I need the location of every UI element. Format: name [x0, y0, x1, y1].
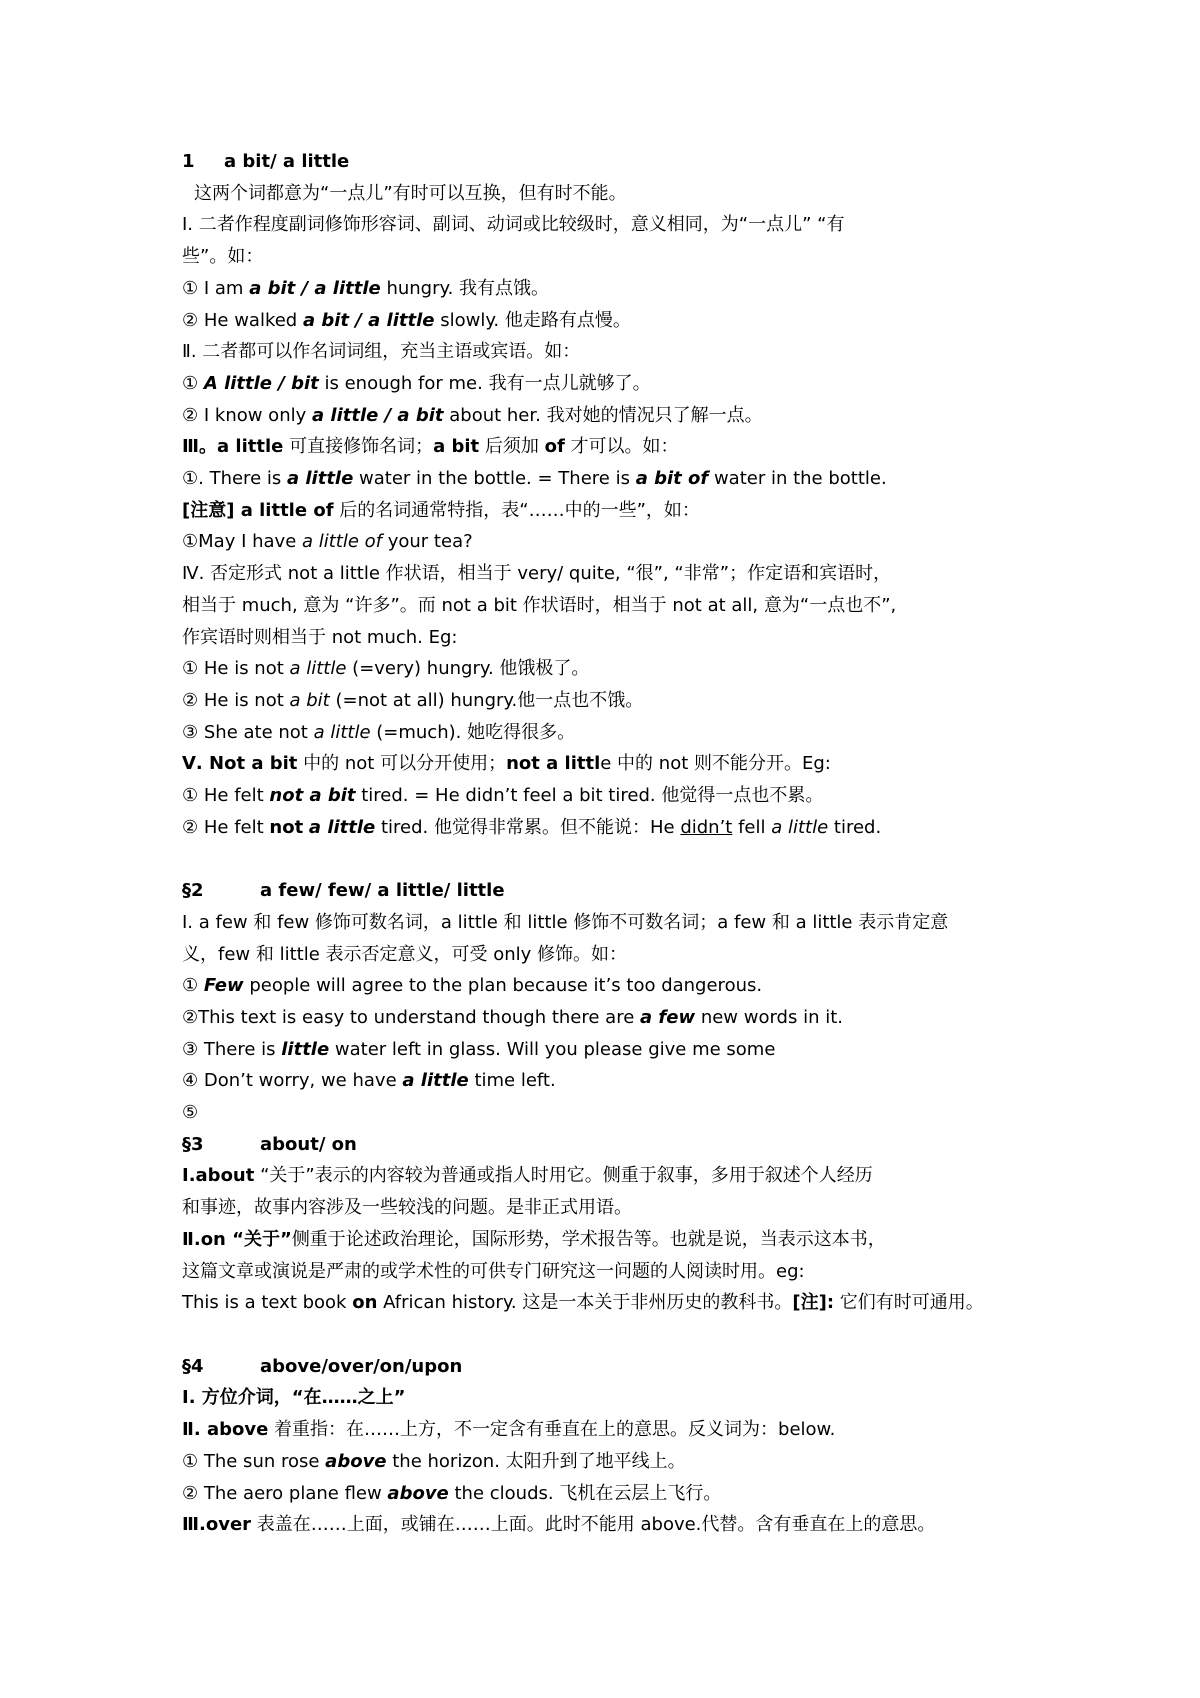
section-3-heading — [182, 1129, 1032, 1161]
point-3-text: Ⅲ.over 表盖在……上面，或铺在……上面。此时不能用 above.代替。含有垂直在上的意思。 — [182, 1514, 936, 1536]
section-title: a bit/ a little — [224, 151, 350, 172]
point-1-text: Ⅰ.about “关于”表示的内容较为普通或指人时用它。侧重于叙事，多用于叙述个人经历 — [182, 1165, 873, 1187]
example-line: ② He felt not a little tired. 他觉得非常累。但不能说：He didn’t fell a little tired. — [182, 816, 882, 838]
section-number: §4 — [182, 1355, 204, 1377]
example-line: ①. There is a little water in the bottle. = There is a bit of water in the bottle. — [182, 468, 887, 490]
point-4-text-cont: 相当于 much, 意为 “许多”。而 not a bit 作状语时，相当于 not at all, 意为“一点也不”, — [182, 594, 897, 616]
point-2-text-cont: 这篇文章或演说是严肃的或学术性的可供专门研究这一问题的人阅读时用。eg: — [182, 1260, 805, 1282]
section-4-heading — [182, 1351, 1032, 1383]
example-line: ① The sun rose above the horizon. 太阳升到了地平线上。 — [182, 1450, 686, 1472]
example-line: ① I am a bit / a little hungry. 我有点饿。 — [182, 277, 550, 299]
point-4-text: Ⅳ. 否定形式 not a little 作状语，相当于 very/ quite, “很”, “非常”；作定语和宾语时， — [182, 563, 892, 585]
example-line: ① He is not a little (=very) hungry. 他饿极了。 — [182, 658, 590, 680]
example-line: ⑤ — [182, 1102, 199, 1124]
section-number: §3 — [182, 1133, 204, 1155]
spacer — [182, 1319, 1032, 1351]
point-5-text: Ⅴ. Not a bit 中的 not 可以分开使用；not a little 中的 not 则不能分开。Eg: — [182, 753, 831, 775]
example-line: This is a text book on African history. 这是一本关于非州历史的教科书。[注]: 它们有时可通用。 — [182, 1292, 984, 1314]
section-title: about/ on — [260, 1133, 357, 1155]
example-line: ② The aero plane flew above the clouds. 飞机在云层上飞行。 — [182, 1482, 722, 1504]
example-line: ① Few people will agree to the plan because it’s too dangerous. — [182, 975, 763, 997]
point-1-text-cont: 义，few 和 little 表示否定意义，可受 only 修饰。如： — [182, 943, 628, 965]
point-4-text-cont: 作宾语时则相当于 not much. Eg: — [182, 626, 458, 648]
point-1-text-cont: 些”。如： — [182, 246, 264, 268]
point-2-text: Ⅱ.on “关于”侧重于论述政治理论，国际形势，学术报告等。也就是说，当表示这本书， — [182, 1228, 886, 1250]
point-1-text: Ⅰ. 方位介词，“在……之上” — [182, 1387, 406, 1409]
example-line: ① A little / bit is enough for me. 我有一点儿就够了。 — [182, 372, 651, 394]
section-1-heading — [182, 146, 1032, 178]
example-line: ③ There is little water left in glass. Will you please give me some — [182, 1038, 776, 1060]
section-2-heading — [182, 875, 1032, 907]
point-2-text: Ⅱ. 二者都可以作名词词组，充当主语或宾语。如： — [182, 341, 581, 363]
point-1-text-cont: 和事迹，故事内容涉及一些较浅的问题。是非正式用语。 — [182, 1197, 632, 1219]
section-number: 1 — [182, 151, 195, 172]
document-content — [182, 146, 1032, 1541]
spacer — [182, 843, 1032, 875]
example-line: ②This text is easy to understand though there are a few new words in it. — [182, 1006, 843, 1028]
example-line: ④ Don’t worry, we have a little time left. — [182, 1070, 556, 1092]
section-title: above/over/on/upon — [260, 1355, 463, 1377]
example-line: ③ She ate not a little (=much). 她吃得很多。 — [182, 721, 576, 743]
section-1-intro: 这两个词都意为“一点儿”有时可以互换，但有时不能。 — [194, 182, 627, 204]
section-title: a few/ few/ a little/ little — [260, 880, 505, 902]
example-line: ①May I have a little of your tea? — [182, 531, 473, 553]
example-line: ② He walked a bit / a little slowly. 他走路有点慢。 — [182, 309, 631, 331]
example-line: ① He felt not a bit tired. = He didn’t feel a bit tired. 他觉得一点也不累。 — [182, 785, 824, 807]
point-1-text: Ⅰ. a few 和 few 修饰可数名词，a little 和 little 修饰不可数名词；a few 和 a little 表示肯定意 — [182, 911, 949, 933]
example-line: ② I know only a little / a bit about her. 我对她的情况只了解一点。 — [182, 404, 763, 426]
point-3-text: Ⅲ。a little 可直接修饰名词；a bit 后须加 of 才可以。如： — [182, 436, 679, 458]
point-2-text: Ⅱ. above 着重指：在……上方，不一定含有垂直在上的意思。反义词为：below. — [182, 1419, 836, 1441]
example-line: ② He is not a bit (=not at all) hungry.他一点也不饿。 — [182, 689, 644, 711]
point-1-text: Ⅰ. 二者作程度副词修饰形容词、副词、动词或比较级时，意义相同，为“一点儿” “有 — [182, 214, 845, 236]
section-number: §2 — [182, 880, 204, 902]
note-line: [注意] a little of 后的名词通常特指，表“……中的一些”，如： — [182, 499, 700, 521]
